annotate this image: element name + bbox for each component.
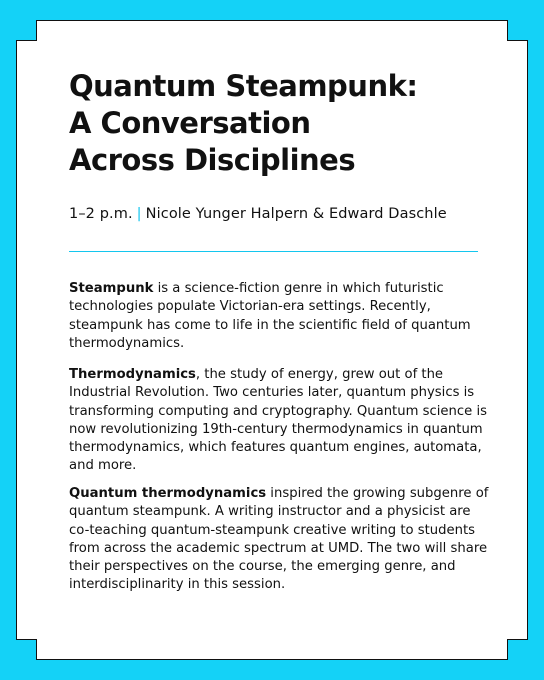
paragraph-lead-term: Steampunk <box>69 281 154 296</box>
paragraph-lead-term: Quantum thermodynamics <box>69 486 267 501</box>
event-card <box>16 20 528 660</box>
event-title-line-3: Across Disciplines <box>69 143 356 177</box>
card-corner-notch <box>16 639 37 660</box>
divider-rule <box>69 251 478 252</box>
description-paragraph-thermodynamics <box>69 366 489 476</box>
description-paragraph-quantum-thermodynamics <box>69 485 489 595</box>
paragraph-body: , the study of energy, grew out of the Industrial Revolution. Two centuries later, quantum physics is transforming computing and cryptography. Quantum science is now revolutionizing 19th-century thermodynamics in quantum thermodynamics, which features quantum engines, automata, and more. <box>69 367 487 474</box>
event-time: 1–2 p.m. <box>69 206 133 222</box>
card-corner-notch <box>507 20 528 41</box>
event-subtitle <box>69 206 499 222</box>
card-corner-notch <box>16 20 37 41</box>
card-corner-notch <box>507 639 528 660</box>
paragraph-lead-term: Thermodynamics <box>69 367 196 382</box>
event-title-line-2: A Conversation <box>69 106 311 140</box>
event-title <box>69 68 489 179</box>
description-paragraph-steampunk <box>69 280 489 353</box>
subtitle-separator: | <box>136 206 142 222</box>
event-speakers: Nicole Yunger Halpern & Edward Daschle <box>145 206 447 222</box>
paragraph-body: is a science-fiction genre in which futuristic technologies populate Victorian-era settings. Recently, steampunk has come to life in the scientific field of quantum thermodynamics. <box>69 281 471 351</box>
paragraph-body: inspired the growing subgenre of quantum steampunk. A writing instructor and a physicist are co-teaching quantum-steampunk creative writing to students from across the academic spectrum at UMD. The two will share their perspectives on the course, the emerging genre, and interdisciplinarity in this session. <box>69 486 489 593</box>
event-title-line-1: Quantum Steampunk: <box>69 69 418 103</box>
